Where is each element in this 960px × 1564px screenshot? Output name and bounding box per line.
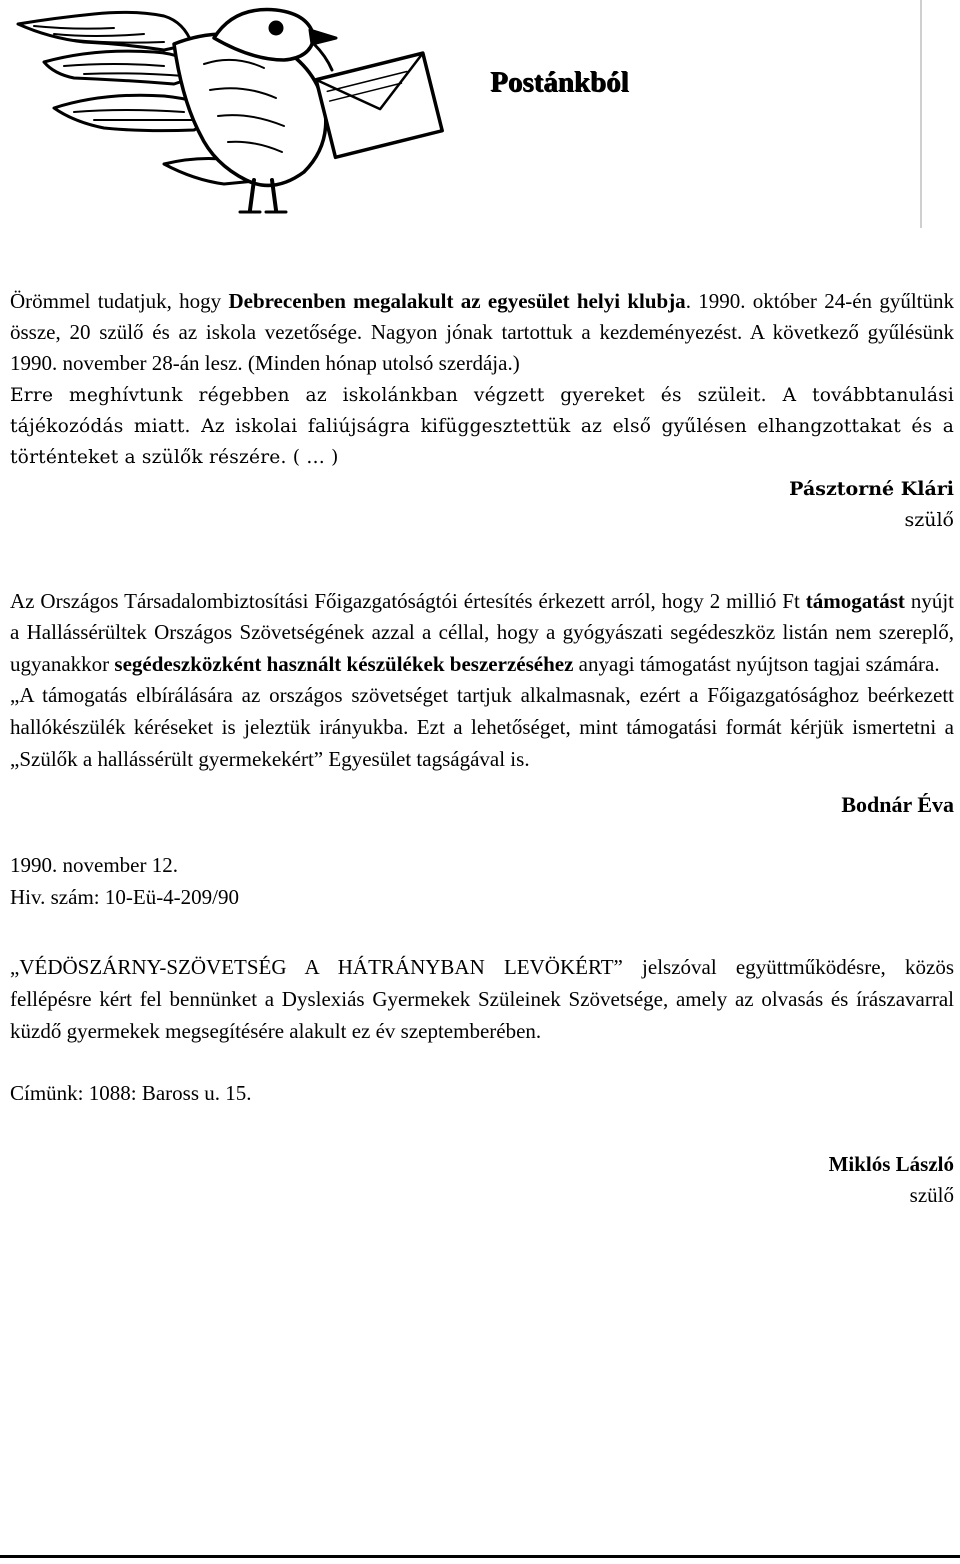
letters-content [10, 286, 954, 1211]
signature-role: szülő [904, 508, 954, 531]
letter-2 [10, 586, 954, 821]
page-title: Postánkból [490, 66, 629, 98]
bold-text-run: segédeszközként használt készülékek beszerzéséhez [114, 651, 574, 676]
letter-1 [10, 286, 954, 536]
reference-date: 1990. november 12. [10, 853, 178, 878]
letter-2-paragraph-1 [10, 586, 954, 681]
header-divider [920, 0, 922, 228]
reference-block [10, 850, 954, 913]
text-run: Az Országos Társadalombiztosítási Főigazgatóságtói értesítés érkezett arról, hogy 2 millió Ft [10, 588, 806, 613]
signature: Pásztorné Klári [789, 477, 954, 500]
signature: Miklós László [828, 1151, 954, 1176]
signature-role: szülő [909, 1182, 954, 1207]
signature: Bodnár Éva [841, 792, 954, 818]
letter-3-paragraph-1: „VÉDÖSZÁRNY-SZÖVETSÉG A HÁTRÁNYBAN LEVÖKÉRT” jelszóval együttműködésre, közös fellépésre kért fel bennünket a Dyslexiás Gyermekek Szüleinek Szövetsége, amely az olvasás és írászavarral küzdő gyermekek megsegítésére alakult ez év szeptemberében. [10, 955, 954, 1043]
letter-1-paragraph-1 [10, 286, 954, 380]
carrier-pigeon-with-letter-illustration [14, 4, 444, 226]
letter-3 [10, 952, 954, 1210]
page-header [0, 0, 960, 240]
letter-1-paragraph-2: Erre meghívtunk régebben az iskolánkban végzett gyereket és szüleit. A továbbtanulási tájékozódás miatt. Az iskolai faliújságra kifüggesztettük az első gyűlésen elhangzottakat és a történteket a szülők részére. ( … ) [10, 384, 954, 468]
bold-text-run: támogatást [805, 588, 905, 613]
letter-2-paragraph-2: „A támogatás elbírálására az országos szövetséget tartjuk alkalmasnak, ezért a Főigazgatósághoz beérkezett hallókészülék kéréseket is jeleztük irányukba. Ezt a lehetőséget, mint támogatási formát kérjük ismertetni a „Szülők a hallássérült gyermekekért” Egyesület tagságával is. [10, 683, 954, 771]
bottom-rule [0, 1555, 960, 1558]
text-run: nyújt a Hallássérültek Országos Szövetségének azzal a céllal, hogy a gyógyászati segédeszköz listán nem szereplő, ugyanakkor [10, 588, 954, 676]
address: Címünk: 1088: Baross u. 15. [10, 1081, 252, 1106]
text-run: anyagi támogatást nyújtson tagjai számára. [573, 651, 940, 676]
text-run: . 1990. október 24-én gyűltünk össze, 20 szülő és az iskola vezetősége. Nagyon jónak tartottuk a kezdeményezést. A következő gyűlésünk 1990. november 28-án lesz. (Minden hónap utolsó szerdája.) [10, 289, 954, 376]
text-run: Örömmel tudatjuk, hogy [10, 289, 229, 313]
bold-text-run: Debrecenben megalakult az egyesület helyi klubja [228, 289, 686, 313]
reference-number: Hiv. szám: 10-Eü-4-209/90 [10, 884, 240, 909]
